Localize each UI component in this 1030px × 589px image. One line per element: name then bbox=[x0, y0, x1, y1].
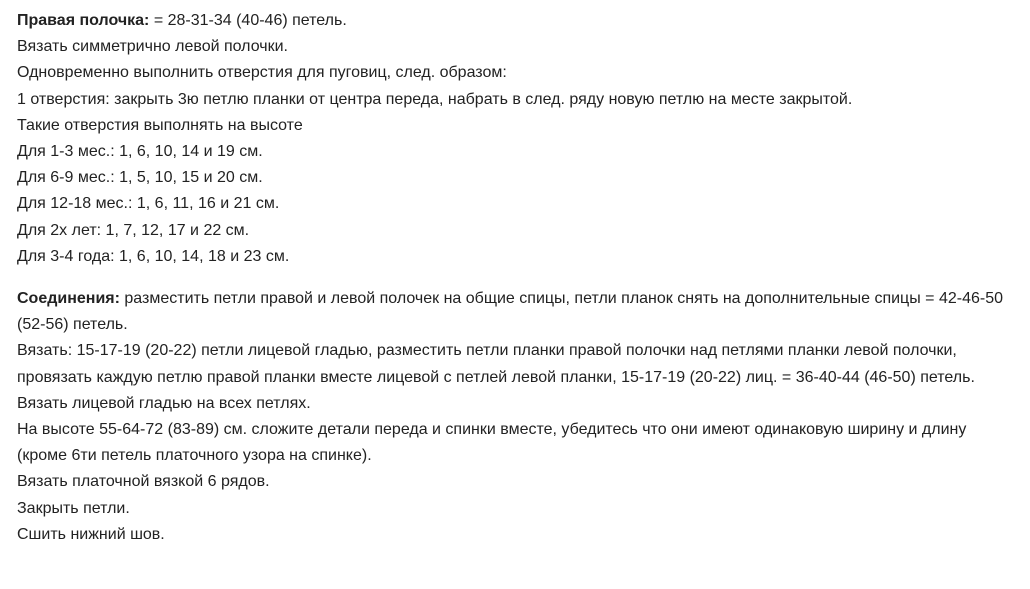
text-line: Вязать платочной вязкой 6 рядов. bbox=[17, 473, 270, 491]
section-joining bbox=[17, 286, 1015, 548]
text-line: Закрыть петли. bbox=[17, 499, 130, 517]
heading-right-front-tail: = 28-31-34 (40-46) петель. bbox=[149, 12, 347, 29]
heading-right-front: Правая полочка: bbox=[17, 12, 150, 29]
text-line: Сшить нижний шов. bbox=[17, 525, 165, 543]
size-line: Для 6-9 мес.: 1, 5, 10, 15 и 20 см. bbox=[17, 169, 263, 187]
text-line: Вязать симметрично левой полочки. bbox=[17, 38, 288, 56]
size-line: Для 1-3 мес.: 1, 6, 10, 14 и 19 см. bbox=[17, 143, 263, 161]
section-right-front bbox=[17, 8, 1016, 270]
text-line: Вязать лицевой гладью на всех петлях. bbox=[17, 394, 311, 412]
text-line: На высоте 55-64-72 (83-89) см. сложите детали переда и спинки вместе, убедитесь что они имеют одинаковую ширину и длину (кроме 6ти петель платочного узора на спинке). bbox=[17, 421, 967, 465]
heading-joining-tail: разместить петли правой и левой полочек на общие спицы, петли планок снять на дополнительные спицы = 42-46-50 (52-56) петель. bbox=[17, 290, 1003, 334]
size-line: Для 12-18 мес.: 1, 6, 11, 16 и 21 см. bbox=[17, 195, 280, 213]
paragraph-joining-intro bbox=[17, 286, 1015, 338]
size-line: Для 3-4 года: 1, 6, 10, 14, 18 и 23 см. bbox=[17, 247, 290, 265]
paragraph-right-front-intro bbox=[17, 8, 1016, 34]
text-line: 1 отверстия: закрыть 3ю петлю планки от центра переда, набрать в след. ряду новую петлю на месте закрытой. bbox=[17, 90, 853, 108]
text-line: Такие отверстия выполнять на высоте bbox=[17, 116, 303, 134]
text-line: Одновременно выполнить отверстия для пуговиц, след. образом: bbox=[17, 64, 507, 82]
text-line: Вязать: 15-17-19 (20-22) петли лицевой гладью, разместить петли планки правой полочки над петлями планки левой полочки, провязать каждую петлю правой планки вместе лицевой с петлей левой планки, 15-17-19 (20-22) лиц. = 36-40-44 (46-50) петель. bbox=[17, 342, 975, 386]
heading-joining: Соединения: bbox=[17, 290, 120, 308]
size-line: Для 2х лет: 1, 7, 12, 17 и 22 см. bbox=[17, 221, 250, 239]
